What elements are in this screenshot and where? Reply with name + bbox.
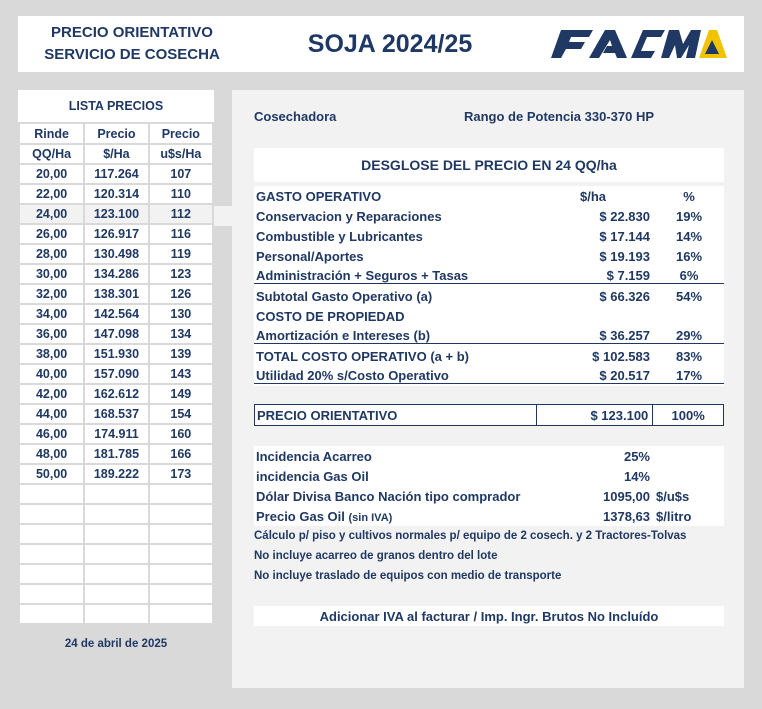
gasoil-price-row: [254, 506, 724, 526]
empty-cell: [149, 544, 213, 564]
power-range: Rango de Potencia 330-370 HP: [464, 108, 655, 124]
precio-value: $ 123.100: [536, 405, 654, 425]
column-header: QQ/Ha: [19, 144, 84, 164]
gasto-item-value: $ 66.326: [599, 288, 650, 304]
empty-row: [19, 524, 213, 544]
table-cell: 181.785: [84, 444, 148, 464]
table-cell: 38,00: [19, 344, 84, 364]
gasto-item-row: [254, 266, 724, 286]
table-row: [19, 344, 213, 364]
price-list-title: LISTA PRECIOS: [18, 90, 214, 124]
table-row: [19, 204, 213, 224]
dolar-row: [254, 486, 724, 506]
header-subtitle: [18, 16, 246, 72]
table-row: [19, 364, 213, 384]
table-row: [19, 324, 213, 344]
table-cell: 130.498: [84, 244, 148, 264]
facma-logo-icon: [549, 26, 729, 62]
table-cell: 143: [149, 364, 213, 384]
gasto-item-row: [254, 206, 724, 226]
table-cell: 138.301: [84, 284, 148, 304]
gasto-item-row: [254, 226, 724, 246]
table-cell: 189.222: [84, 464, 148, 484]
amort-label: Amortización e Intereses (b): [254, 328, 536, 344]
table-cell: 142.564: [84, 304, 148, 324]
gasto-header: GASTO OPERATIVO: [256, 188, 382, 204]
table-cell: 149: [149, 384, 213, 404]
gasoil-price-value: 1378,63: [603, 508, 650, 524]
table-row: [19, 304, 213, 324]
gasto-item-row: [254, 246, 724, 266]
table-row: [19, 264, 213, 284]
empty-cell: [149, 604, 213, 624]
total-row: [254, 346, 724, 366]
table-row: [19, 444, 213, 464]
footer-note: Adicionar IVA al facturar / Imp. Ingr. Brutos No Incluído: [254, 606, 724, 626]
table-cell: 20,00: [19, 164, 84, 184]
gasto-item-pct: 54%: [675, 288, 703, 304]
table-cell: 46,00: [19, 424, 84, 444]
empty-cell: [149, 504, 213, 524]
gasoil-price-label-wrap: [254, 509, 536, 524]
utilidad-row: [254, 366, 724, 386]
table-cell: 134: [149, 324, 213, 344]
gasoil-price-unit: $/litro: [656, 508, 692, 524]
precio-row: [254, 404, 724, 426]
price-table: [18, 124, 214, 625]
empty-cell: [84, 544, 148, 564]
table-cell: 40,00: [19, 364, 84, 384]
empty-row: [19, 504, 213, 524]
utilidad-label: Utilidad 20% s/Costo Operativo: [254, 368, 536, 384]
total-pct: 83%: [675, 348, 703, 364]
note-3: No incluye traslado de equipos con medio de transporte: [254, 570, 562, 582]
gasoil-incidencia-label: incidencia Gas Oil: [256, 468, 369, 484]
gasto-item-pct: 16%: [675, 248, 703, 264]
empty-row: [19, 604, 213, 624]
empty-cell: [19, 604, 84, 624]
table-cell: 134.286: [84, 264, 148, 284]
precio-pct: 100%: [671, 407, 705, 423]
acarreo-label: Incidencia Acarreo: [256, 448, 372, 464]
table-cell: 157.090: [84, 364, 148, 384]
gasto-item-value: $ 19.193: [599, 248, 650, 264]
gasto-item-pct: 19%: [675, 208, 703, 224]
table-row: [19, 284, 213, 304]
facma-logo: [534, 16, 744, 72]
table-cell: 32,00: [19, 284, 84, 304]
empty-cell: [149, 564, 213, 584]
gasto-item-label: Subtotal Gasto Operativo (a): [256, 288, 433, 304]
table-cell: 119: [149, 244, 213, 264]
total-value: $ 102.583: [592, 348, 650, 364]
empty-cell: [19, 504, 84, 524]
gasto-item-value: $ 22.830: [599, 208, 650, 224]
table-cell: 160: [149, 424, 213, 444]
table-cell: 120.314: [84, 184, 148, 204]
empty-cell: [19, 524, 84, 544]
table-cell: 154: [149, 404, 213, 424]
table-cell: 173: [149, 464, 213, 484]
page-title: SOJA 2024/25: [246, 16, 534, 72]
table-cell: 117.264: [84, 164, 148, 184]
amort-pct: 29%: [654, 328, 724, 344]
empty-cell: [19, 484, 84, 504]
empty-cell: [84, 504, 148, 524]
gasoil-price-label: Precio Gas Oil: [256, 508, 345, 524]
acarreo-row: [254, 446, 724, 466]
gasto-header-row: [254, 186, 724, 206]
note-1: Cálculo p/ piso y cultivos normales p/ equipo de 2 cosech. y 2 Tractores-Tolvas: [254, 530, 687, 542]
empty-cell: [19, 544, 84, 564]
gasto-item-value: $ 7.159: [536, 268, 654, 284]
utilidad-pct: 17%: [654, 368, 724, 384]
table-cell: 174.911: [84, 424, 148, 444]
empty-row: [19, 484, 213, 504]
column-header: Precio: [149, 124, 213, 144]
gasto-item-row: [254, 286, 724, 306]
breakdown-title: DESGLOSE DEL PRECIO EN 24 QQ/ha: [254, 148, 724, 182]
gasto-item-label: Personal/Aportes: [256, 248, 364, 264]
total-label: TOTAL COSTO OPERATIVO (a + b): [256, 348, 469, 364]
selected-row-connector: [214, 206, 232, 226]
table-cell: 26,00: [19, 224, 84, 244]
table-cell: 24,00: [19, 204, 84, 224]
column-header: $/Ha: [84, 144, 148, 164]
empty-row: [19, 584, 213, 604]
empty-cell: [84, 584, 148, 604]
date-label: 24 de abril de 2025: [64, 638, 168, 650]
pct-header: %: [683, 188, 695, 204]
empty-cell: [84, 604, 148, 624]
table-cell: 126: [149, 284, 213, 304]
table-cell: 42,00: [19, 384, 84, 404]
table-cell: 162.612: [84, 384, 148, 404]
amort-row: [254, 326, 724, 346]
table-row: [19, 164, 213, 184]
empty-cell: [84, 484, 148, 504]
table-cell: 147.098: [84, 324, 148, 344]
acarreo-value: 25%: [623, 448, 650, 464]
empty-row: [19, 564, 213, 584]
table-cell: 130: [149, 304, 213, 324]
costo-header: COSTO DE PROPIEDAD: [256, 308, 405, 324]
table-cell: 126.917: [84, 224, 148, 244]
dolar-label: Dólar Divisa Banco Nación tipo comprador: [256, 488, 521, 504]
table-cell: 123: [149, 264, 213, 284]
header-line-1: PRECIO ORIENTATIVO: [51, 24, 213, 41]
price-table-header-row: [19, 144, 213, 164]
gasto-item-pct: 14%: [675, 228, 703, 244]
empty-cell: [149, 584, 213, 604]
gasto-item-pct: 6%: [654, 268, 724, 284]
empty-cell: [19, 564, 84, 584]
table-cell: 34,00: [19, 304, 84, 324]
table-cell: 28,00: [19, 244, 84, 264]
empty-cell: [84, 564, 148, 584]
dolar-value: 1095,00: [603, 488, 650, 504]
machine-label: Cosechadora: [254, 108, 337, 124]
empty-row: [19, 544, 213, 564]
table-cell: 30,00: [19, 264, 84, 284]
price-table-header-row: [19, 124, 213, 144]
utilidad-value: $ 20.517: [536, 368, 654, 384]
table-cell: 22,00: [19, 184, 84, 204]
table-cell: 166: [149, 444, 213, 464]
gasto-item-label: Combustible y Lubricantes: [256, 228, 423, 244]
costo-header-row: [254, 306, 724, 326]
note-2: No incluye acarreo de granos dentro del lote: [254, 550, 498, 562]
column-header: Rinde: [19, 124, 84, 144]
table-row: [19, 244, 213, 264]
table-cell: 44,00: [19, 404, 84, 424]
table-cell: 36,00: [19, 324, 84, 344]
table-cell: 139: [149, 344, 213, 364]
gasoil-price-label-small: (sin IVA): [348, 511, 393, 524]
table-row: [19, 384, 213, 404]
unit-header: $/ha: [579, 188, 606, 204]
empty-cell: [19, 584, 84, 604]
empty-cell: [149, 524, 213, 544]
table-cell: 48,00: [19, 444, 84, 464]
gasoil-incidencia-row: [254, 466, 724, 486]
amort-value: $ 36.257: [536, 328, 654, 344]
gasoil-incidencia-value: 14%: [623, 468, 650, 484]
header-line-2: SERVICIO DE COSECHA: [44, 46, 220, 63]
column-header: u$s/Ha: [149, 144, 213, 164]
table-row: [19, 404, 213, 424]
table-row: [19, 184, 213, 204]
gasto-item-label: Conservacion y Reparaciones: [256, 208, 442, 224]
table-cell: 116: [149, 224, 213, 244]
table-row: [19, 224, 213, 244]
table-row: [19, 464, 213, 484]
empty-cell: [149, 484, 213, 504]
table-row: [19, 424, 213, 444]
table-cell: 50,00: [19, 464, 84, 484]
dolar-unit: $/u$s: [656, 488, 690, 504]
table-cell: 168.537: [84, 404, 148, 424]
gasto-item-label: Administración + Seguros + Tasas: [254, 268, 536, 284]
breakdown-panel: [232, 90, 744, 688]
gasto-item-value: $ 17.144: [599, 228, 650, 244]
table-cell: 151.930: [84, 344, 148, 364]
table-cell: 123.100: [84, 204, 148, 224]
table-cell: 107: [149, 164, 213, 184]
table-cell: 110: [149, 184, 213, 204]
empty-cell: [84, 524, 148, 544]
column-header: Precio: [84, 124, 148, 144]
precio-label: PRECIO ORIENTATIVO: [257, 407, 398, 423]
machine-row: [254, 106, 724, 126]
price-list: [18, 90, 214, 625]
table-cell: 112: [149, 204, 213, 224]
